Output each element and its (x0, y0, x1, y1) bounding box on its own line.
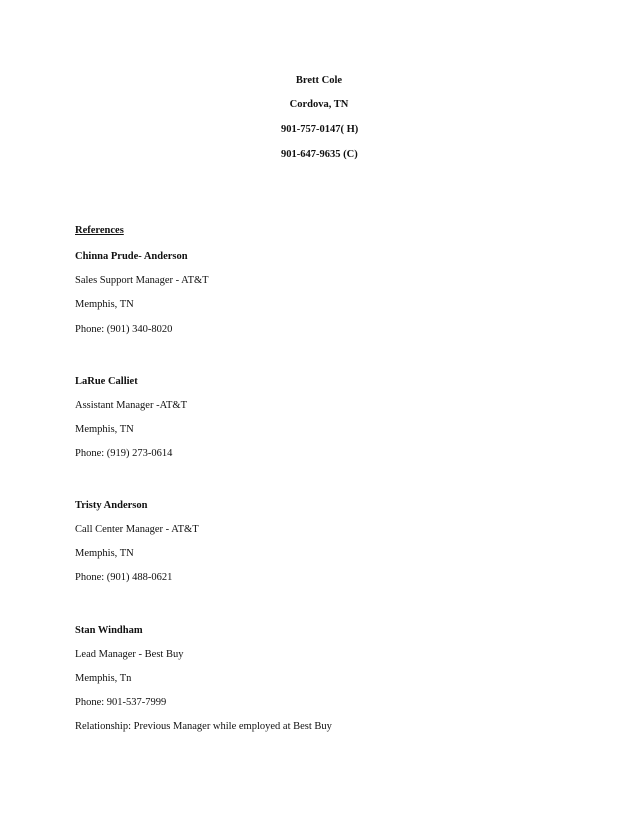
reference-phone: Phone: (901) 488-0621 (75, 572, 173, 583)
reference-location: Memphis, TN (75, 424, 134, 435)
reference-phone: Phone: (901) 340-8020 (75, 324, 173, 335)
contact-location: Cordova, TN (289, 99, 349, 110)
reference-location: Memphis, TN (75, 299, 134, 310)
reference-title: Lead Manager - Best Buy (75, 649, 184, 660)
reference-name: Stan Windham (75, 625, 143, 636)
reference-title: Call Center Manager - AT&T (75, 524, 199, 535)
reference-name: Tristy Anderson (75, 500, 148, 511)
references-heading: References (75, 225, 124, 236)
reference-name: Chinna Prude- Anderson (75, 251, 188, 262)
reference-phone: Phone: 901-537-7999 (75, 697, 167, 708)
reference-phone: Phone: (919) 273-0614 (75, 448, 173, 459)
reference-title: Assistant Manager -AT&T (75, 400, 187, 411)
reference-name: LaRue Calliet (75, 376, 138, 387)
reference-relationship: Relationship: Previous Manager while employed at Best Buy (75, 721, 332, 732)
reference-location: Memphis, Tn (75, 673, 132, 684)
contact-name: Brett Cole (295, 75, 343, 86)
contact-phone-home: 901-757-0147( H) (281, 124, 359, 135)
reference-title: Sales Support Manager - AT&T (75, 275, 209, 286)
reference-location: Memphis, TN (75, 548, 134, 559)
contact-phone-cell: 901-647-9635 (C) (281, 149, 358, 160)
